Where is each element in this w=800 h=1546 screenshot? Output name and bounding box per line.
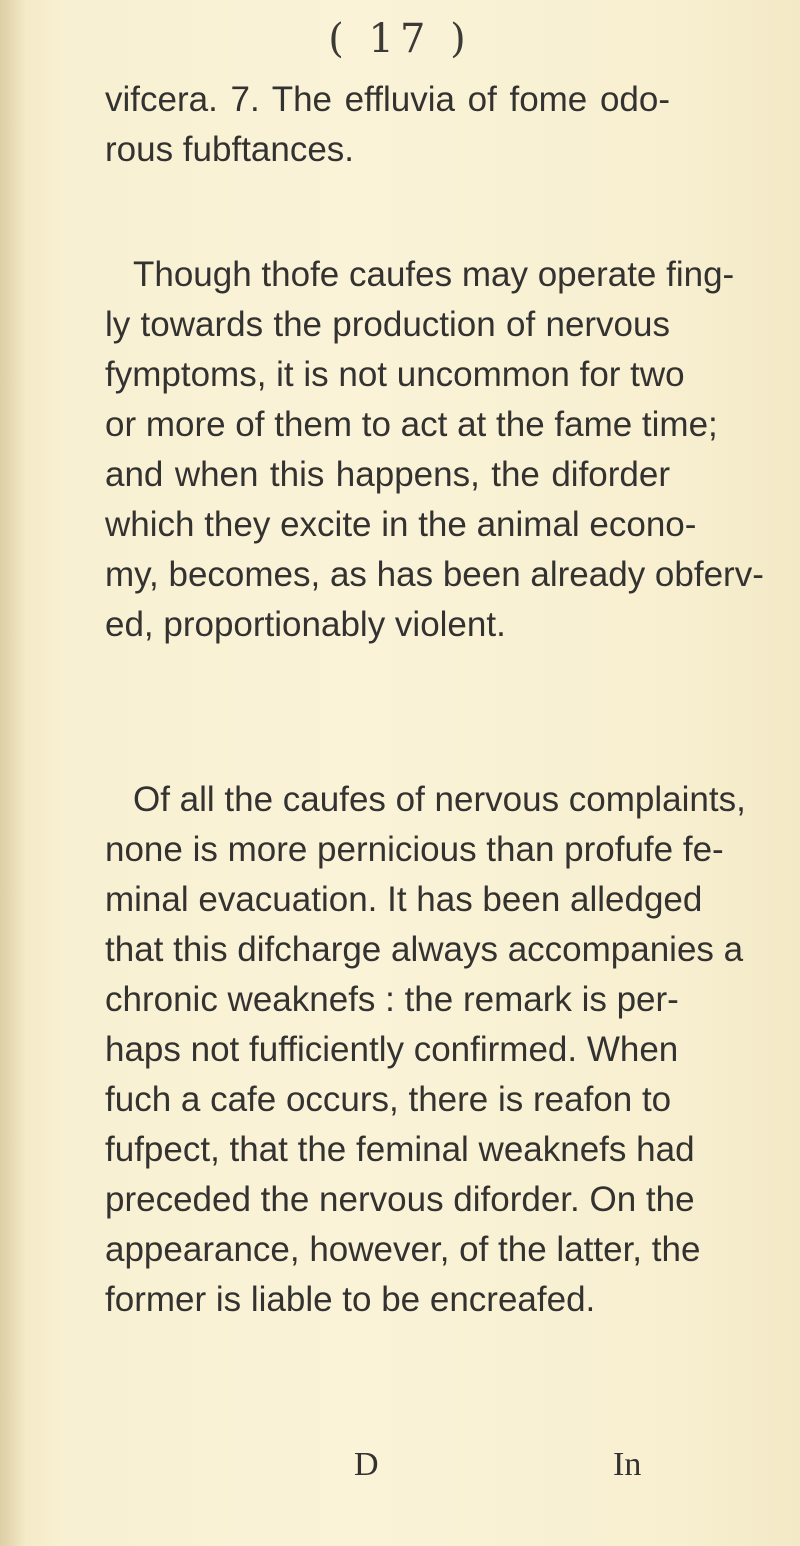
text-line: Though thofe caufes may operate fing- [133,255,735,294]
text-line: fymptoms, it is not uncommon for two [105,355,685,394]
text-line: and when this happens, the diforder [105,455,670,494]
text-line: none is more pernicious than profufe fe- [105,830,724,869]
text-line: Of all the caufes of nervous complaints, [133,780,746,819]
text-line: former is liable to be encreafed. [105,1280,596,1319]
text-line: or more of them to act at the fame time; [105,405,718,444]
paragraph-3 [105,775,746,1325]
page-footer [0,1446,800,1496]
catchword: In [613,1446,642,1483]
text-line: rous fubftances. [105,130,355,169]
text-line: preceded the nervous diforder. On the [105,1180,695,1219]
text-line: ed, proportionably violent. [105,605,506,644]
text-line: minal evacuation. It has been alledged [105,880,703,919]
text-line: my, becomes, as has been already obferv- [105,555,764,594]
text-line: vifcera. 7. The effluvia of fome odo- [105,80,670,119]
text-line: fuch a cafe occurs, there is reafon to [105,1080,672,1119]
text-line: that this difcharge always accompanies a [105,930,744,969]
text-line: chronic weaknefs : the remark is per- [105,980,679,1019]
page-number-header: ( 17 ) [328,16,472,62]
paragraph-1 [105,75,670,175]
text-line: fufpect, that the feminal weaknefs had [105,1130,695,1169]
text-line: which they excite in the animal econo- [105,505,697,544]
text-line: appearance, however, of the latter, the [105,1230,701,1269]
signature-mark: D [354,1446,379,1483]
text-line: ly towards the production of nervous [105,305,670,344]
text-line: haps not fufficiently confirmed. When [105,1030,679,1069]
paragraph-2 [105,250,764,650]
